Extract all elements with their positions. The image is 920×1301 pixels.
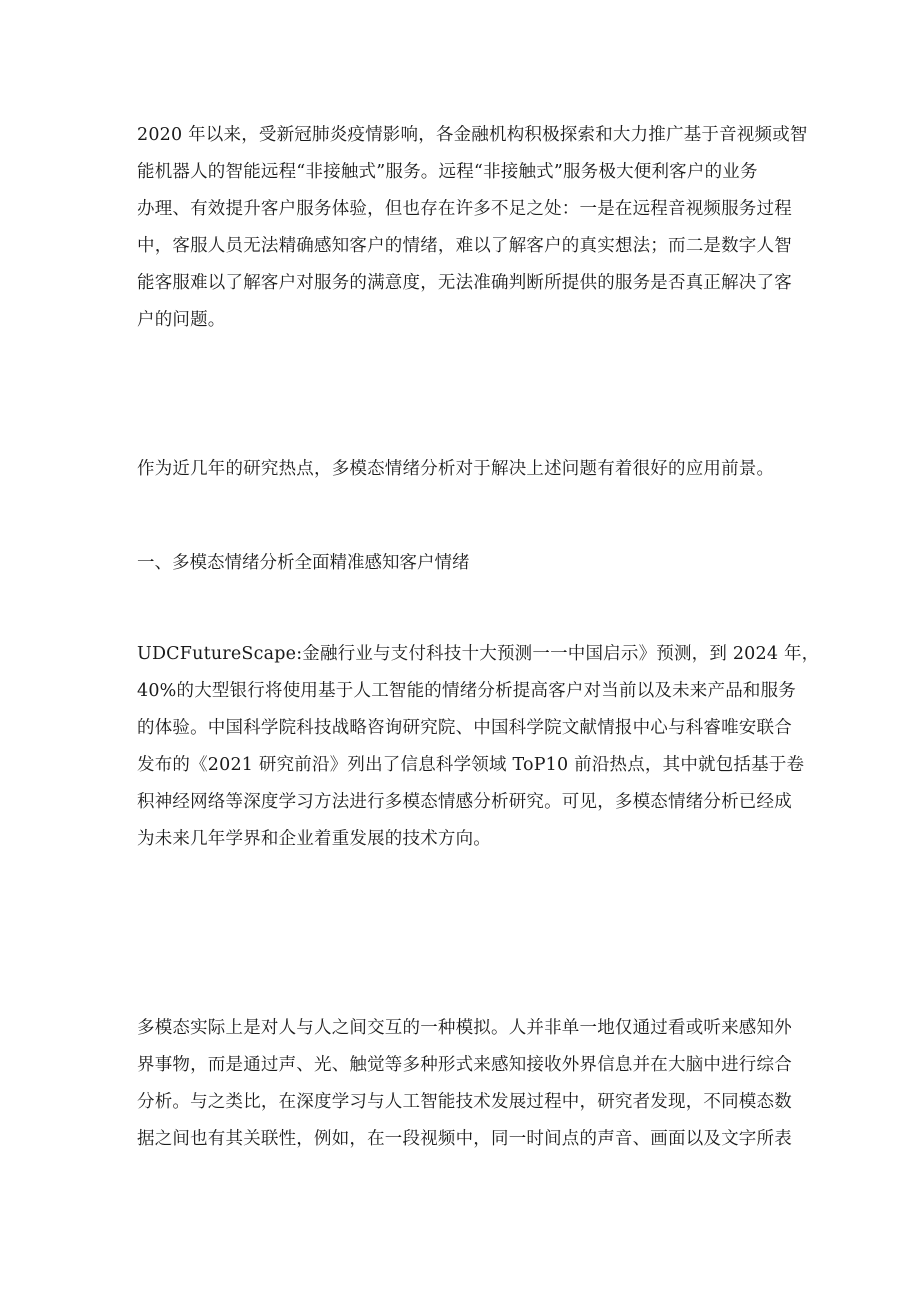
- text-line: 作为近几年的研究热点，多模态情绪分析对于解决上述问题有着很好的应用前景。: [137, 459, 775, 479]
- text-line: 分析。与之类比，在深度学习与人工智能技术发展过程中，研究者发现，不同模态数: [137, 1092, 792, 1112]
- text-line: 界事物，而是通过声、光、触觉等多种形式来感知接收外界信息并在大脑中进行综合: [137, 1055, 792, 1075]
- text-line: 2020 年以来，受新冠肺炎疫情影响，各金融机构积极探索和大力推广基于音视频或智: [137, 125, 808, 145]
- text-line: 能机器人的智能远程“非接触式”服务。远程“非接触式”服务极大便利客户的业务: [137, 162, 758, 182]
- text-line: 发布的《2021 研究前沿》列出了信息科学领域 ToP10 前沿热点，其中就包括基于卷: [137, 755, 805, 775]
- text-line: 多模态实际上是对人与人之间交互的一种模拟。人并非单一地仅通过看或听来感知外: [137, 1018, 792, 1038]
- text-line: UDCFutureScape:金融行业与支付科技十大预测一一中国启示》预测，到 2024 年，: [137, 644, 820, 664]
- text-line: 的体验。中国科学院科技战略咨询研究院、中国科学院文献情报中心与科睿唯安联合: [137, 718, 792, 738]
- text-line: 户的问题。: [137, 310, 226, 330]
- text-line: 办理、有效提升客户服务体验，但也存在许多不足之处：一是在远程音视频服务过程: [137, 199, 792, 219]
- text-line: 据之间也有其关联性，例如，在一段视频中，同一时间点的声音、画面以及文字所表: [137, 1129, 792, 1149]
- paragraph-multimodal-simulation: [137, 1010, 792, 1158]
- section-heading: 一、多模态情绪分析全面精准感知客户情绪: [137, 553, 470, 573]
- paragraph-research-hotspot: [137, 451, 777, 488]
- paragraph-covid-remote-service: [137, 117, 808, 339]
- text-line: 中，客服人员无法精确感知客户的情绪，难以了解客户的真实想法；而二是数字人智: [137, 236, 792, 256]
- paragraph-idc-forecast: [137, 636, 820, 858]
- text-line: 40%的大型银行将使用基于人工智能的情绪分析提高客户对当前以及未来产品和服务: [137, 681, 796, 701]
- text-line: 为未来几年学界和企业着重发展的技术方向。: [137, 829, 491, 849]
- text-line: 能客服难以了解客户对服务的满意度，无法准确判断所提供的服务是否真正解决了客: [137, 273, 792, 293]
- text-line: 积神经网络等深度学习方法进行多模态情感分析研究。可见，多模态情绪分析已经成: [137, 792, 792, 812]
